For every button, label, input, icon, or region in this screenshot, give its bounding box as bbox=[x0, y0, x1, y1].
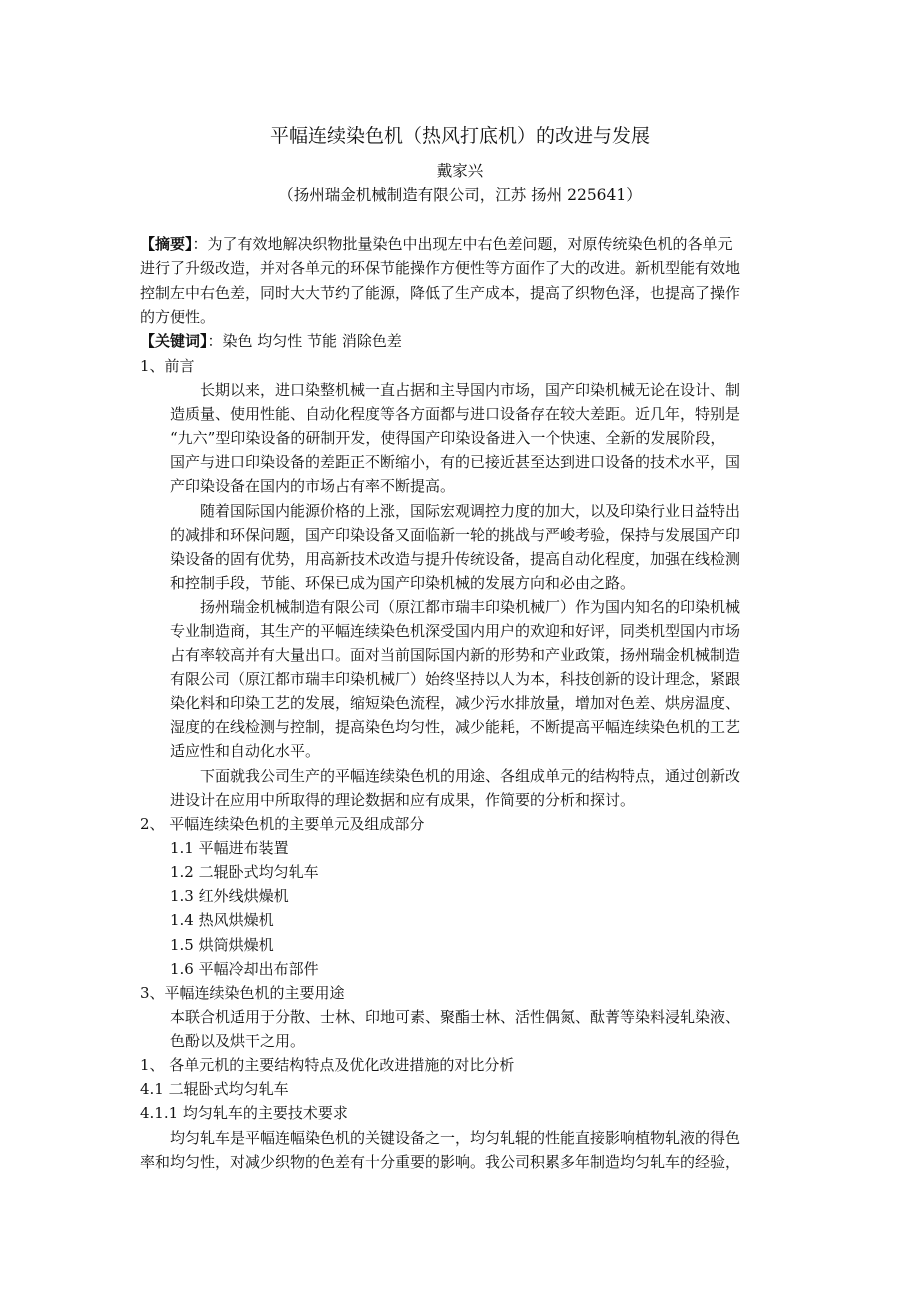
keywords-text: ：染色 均匀性 节能 消除色差 bbox=[207, 332, 402, 350]
author-name: 戴家兴 bbox=[436, 162, 484, 180]
author-affiliation: （扬州瑞金机械制造有限公司，江苏 扬州 225641） bbox=[278, 186, 642, 204]
paragraph-line: 长期以来，进口染整机械一直占据和主导国内市场，国产印染机械无论在设计、制 bbox=[200, 381, 741, 399]
paragraph-line: 占有率较高并有大量出口。面对当前国际国内新的形势和产业政策，扬州瑞金机械制造 bbox=[170, 646, 741, 664]
paragraph-line: 造质量、使用性能、自动化程度等各方面都与进口设备存在较大差距。近几年，特别是 bbox=[170, 405, 741, 423]
list-item: 1.2 二辊卧式均匀轧车 bbox=[170, 863, 319, 881]
section-heading: 2、 平幅连续染色机的主要单元及组成部分 bbox=[140, 815, 425, 833]
paragraph-line: 进设计在应用中所取得的理论数据和应有成果，作简要的分析和探讨。 bbox=[170, 791, 636, 809]
paragraph-line: 的减排和环保问题，国产印染设备又面临新一轮的挑战与严峻考验，保持与发展国产印 bbox=[170, 526, 741, 544]
keywords-line bbox=[140, 331, 402, 351]
abstract-line: 控制左中右色差，同时大大节约了能源，降低了生产成本，提高了织物色泽，也提高了操作 bbox=[140, 284, 741, 302]
section-heading: 1、 各单元机的主要结构特点及优化改进措施的对比分析 bbox=[140, 1056, 515, 1074]
paragraph-line: 随着国际国内能源价格的上涨，国际宏观调控力度的加大，以及印染行业日益特出 bbox=[200, 502, 741, 520]
subsection-heading: 4.1.1 均匀轧车的主要技术要求 bbox=[140, 1104, 348, 1122]
document-title: 平幅连续染色机（热风打底机）的改进与发展 bbox=[269, 125, 650, 147]
paragraph-line: 均匀轧车是平幅连幅染色机的关键设备之一，均匀轧辊的性能直接影响植物轧液的得色 bbox=[170, 1129, 741, 1147]
list-item: 1.1 平幅进布装置 bbox=[170, 839, 289, 857]
paragraph-line: 率和均匀性，对减少织物的色差有十分重要的影响。我公司积累多年制造均匀轧车的经验， bbox=[140, 1153, 741, 1171]
abstract-line bbox=[140, 234, 733, 254]
abstract-label: 【摘要】 bbox=[140, 235, 193, 253]
paragraph-line: 染化料和印染工艺的发展，缩短染色流程，减少污水排放量，增加对色差、烘房温度、 bbox=[170, 694, 741, 712]
abstract-line: 进行了升级改造，并对各单元的环保节能操作方便性等方面作了大的改进。新机型能有效地 bbox=[140, 259, 741, 277]
list-item: 1.5 烘筒烘燥机 bbox=[170, 936, 274, 954]
paragraph-line: 下面就我公司生产的平幅连续染色机的用途、各组成单元的结构特点，通过创新改 bbox=[200, 767, 741, 785]
list-item: 1.6 平幅冷却出布部件 bbox=[170, 960, 319, 978]
paragraph-line: 产印染设备在国内的市场占有率不断提高。 bbox=[170, 477, 456, 495]
paragraph-line: 有限公司（原江都市瑞丰印染机械厂）始终坚持以人为本，科技创新的设计理念，紧跟 bbox=[170, 670, 741, 688]
paragraph-line: 扬州瑞金机械制造有限公司（原江都市瑞丰印染机械厂）作为国内知名的印染机械 bbox=[200, 598, 741, 616]
paragraph-line: 适应性和自动化水平。 bbox=[170, 742, 321, 760]
paragraph-line: 染设备的固有优势，用高新技术改造与提升传统设备，提高自动化程度，加强在线检测 bbox=[170, 550, 741, 568]
paragraph-line: 色酚以及烘干之用。 bbox=[170, 1032, 306, 1050]
list-item: 1.4 热风烘燥机 bbox=[170, 911, 274, 929]
keywords-label: 【关键词】 bbox=[140, 332, 208, 350]
paragraph-line: 和控制手段，节能、环保已成为国产印染机械的发展方向和必由之路。 bbox=[170, 574, 636, 592]
paragraph-line: 湿度的在线检测与控制，提高染色均匀性，减少能耗，不断提高平幅连续染色机的工艺 bbox=[170, 718, 741, 736]
abstract-line: 的方便性。 bbox=[140, 308, 216, 326]
abstract-text: ：为了有效地解决织物批量染色中出现左中右色差问题，对原传统染色机的各单元 bbox=[192, 235, 733, 253]
list-item: 1.3 红外线烘燥机 bbox=[170, 887, 289, 905]
section-heading: 1、前言 bbox=[140, 357, 195, 375]
subsection-heading: 4.1 二辊卧式均匀轧车 bbox=[140, 1080, 289, 1098]
paragraph-line: 本联合机适用于分散、士林、印地可素、聚酯士林、活性偶氮、酞菁等染料浸轧染液、 bbox=[170, 1008, 741, 1026]
paragraph-line: 国产与进口印染设备的差距正不断缩小，有的已接近甚至达到进口设备的技术水平，国 bbox=[170, 453, 741, 471]
paragraph-line: 专业制造商，其生产的平幅连续染色机深受国内用户的欢迎和好评，同类机型国内市场 bbox=[170, 622, 741, 640]
paragraph-line: “九六”型印染设备的研制开发，使得国产印染设备进入一个快速、全新的发展阶段， bbox=[170, 429, 726, 447]
section-heading: 3、平幅连续染色机的主要用途 bbox=[140, 984, 345, 1002]
